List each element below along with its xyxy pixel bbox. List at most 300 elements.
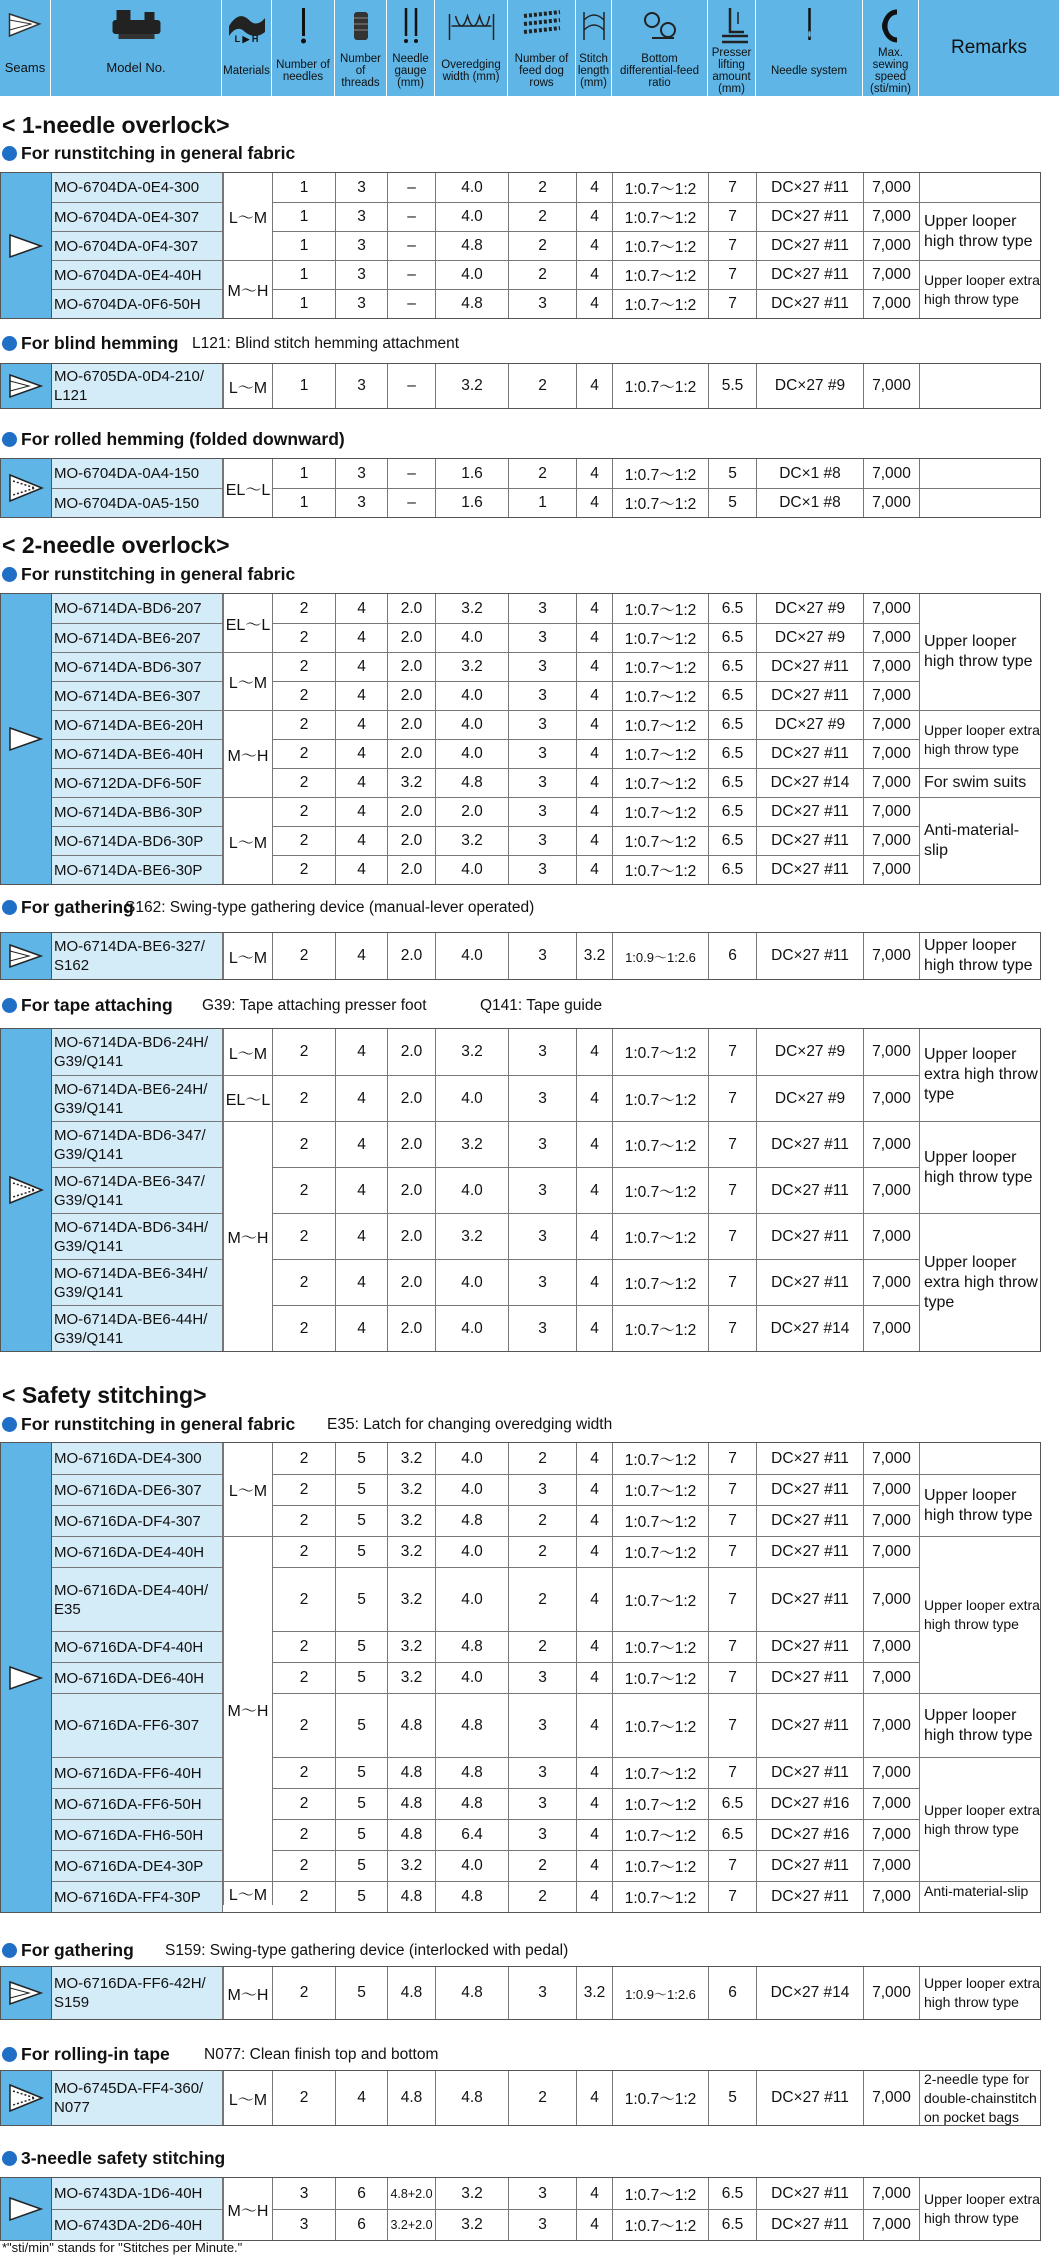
spec-value: 4 <box>577 1506 613 1536</box>
header-presser <box>708 0 756 96</box>
spec-value: 4 <box>577 711 613 739</box>
material-range: L～M <box>223 652 273 710</box>
table-row <box>52 1259 1040 1305</box>
spec-table <box>0 932 1041 980</box>
spec-value: 4 <box>336 1306 388 1351</box>
spec-value: 3.2 <box>436 1214 509 1259</box>
spec-value: 6.5 <box>709 1820 757 1850</box>
spec-value: 3.2 <box>577 1967 613 2019</box>
header-threads <box>335 0 387 96</box>
spec-value: 7,000 <box>864 1443 920 1474</box>
spec-value: 3 <box>509 290 577 318</box>
header-needle-system <box>756 0 863 96</box>
spec-value: 3 <box>509 740 577 768</box>
model-number: MO-6714DA-BD6-207 <box>52 594 223 623</box>
spec-value: 2 <box>273 1506 336 1536</box>
spec-value: DC×27 #11 <box>757 1122 864 1167</box>
spec-value: 7,000 <box>864 1820 920 1850</box>
spec-value: 5 <box>336 1537 388 1567</box>
model-number: MO-6704DA-0E4-40H <box>52 261 223 289</box>
spec-value: 4.8 <box>388 1789 436 1819</box>
spec-value: 2.0 <box>388 711 436 739</box>
header-model <box>51 0 222 96</box>
group-title <box>2 1940 134 1961</box>
table-row <box>52 1474 1040 1505</box>
spec-value: 3 <box>509 1663 577 1693</box>
seam-diagram-icon <box>7 1171 45 1209</box>
spec-value: 5 <box>336 1663 388 1693</box>
group-title <box>2 564 295 585</box>
spec-value: 6.5 <box>709 769 757 797</box>
spec-value: 3 <box>509 1475 577 1505</box>
spec-value: 1:0.7～1:2 <box>613 1260 709 1305</box>
spec-value: 2 <box>509 1851 577 1881</box>
spec-value: 1 <box>273 489 336 517</box>
remark: Upper looper high throw type <box>920 202 1040 260</box>
spec-value: 7,000 <box>864 1882 920 1912</box>
model-number: MO-6714DA-BE6-30P <box>52 856 223 884</box>
table-row <box>52 260 1040 289</box>
seam-diagram-icon <box>7 2079 45 2117</box>
spec-value: 3 <box>509 1168 577 1213</box>
spec-value: 7,000 <box>864 1663 920 1693</box>
spec-value: 5 <box>336 1851 388 1881</box>
spec-value: 2 <box>273 1214 336 1259</box>
spec-value: 2.0 <box>388 1168 436 1213</box>
model-number: MO-6714DA-BE6-347/ G39/Q141 <box>52 1168 223 1213</box>
spec-value: 4.0 <box>436 1568 509 1631</box>
bullet-icon <box>2 146 17 161</box>
group-title-text: For gathering <box>21 1940 134 1960</box>
spec-value: 7,000 <box>864 1758 920 1788</box>
spec-value: 4.8 <box>436 1789 509 1819</box>
spec-value: 1:0.7～1:2 <box>613 261 709 289</box>
spec-value: 4 <box>336 933 388 979</box>
spec-value: 4 <box>577 459 613 488</box>
model-number: MO-6714DA-BE6-24H/ G39/Q141 <box>52 1076 223 1121</box>
spec-value: 4.0 <box>436 1306 509 1351</box>
spec-value: 2 <box>273 711 336 739</box>
spec-value: 4 <box>577 1214 613 1259</box>
table-row <box>52 594 1040 623</box>
model-number: MO-6704DA-0E4-307 <box>52 203 223 231</box>
spec-value: 1:0.7～1:2 <box>613 653 709 681</box>
spec-value: 4.0 <box>436 1663 509 1693</box>
spec-value: 4 <box>577 1851 613 1881</box>
seam-diagram-icon <box>7 2190 45 2228</box>
spec-value: 7,000 <box>864 1537 920 1567</box>
spec-value: 3.2 <box>436 1029 509 1075</box>
spec-value: 1:0.7～1:2 <box>613 1122 709 1167</box>
spec-value: 3 <box>336 203 388 231</box>
material-range: L～M <box>223 364 273 408</box>
spec-value: 7,000 <box>864 1851 920 1881</box>
spec-value: 3 <box>336 232 388 260</box>
spec-value: 2 <box>273 1694 336 1757</box>
spec-value: 7 <box>709 1506 757 1536</box>
spec-value: 7,000 <box>864 1475 920 1505</box>
group-title-text: For tape attaching <box>21 995 173 1015</box>
bullet-icon <box>2 432 17 447</box>
spec-value: 7,000 <box>864 203 920 231</box>
seam-cell <box>1 1443 52 1912</box>
group-title <box>2 897 134 918</box>
spec-value: DC×27 #11 <box>757 1882 864 1912</box>
model-number: MO-6714DA-BD6-307 <box>52 653 223 681</box>
remark <box>920 459 1040 488</box>
table-row <box>52 1505 1040 1536</box>
spec-value: 7,000 <box>864 1632 920 1662</box>
spec-value: 2.0 <box>388 933 436 979</box>
spec-value: 1 <box>273 203 336 231</box>
spec-value: DC×27 #11 <box>757 2178 864 2209</box>
spec-value: 4.0 <box>436 1537 509 1567</box>
spec-value: DC×1 #8 <box>757 459 864 488</box>
remark: Upper looper extra high throw type <box>920 1967 1040 2019</box>
spec-value: – <box>388 459 436 488</box>
table-row <box>52 1850 1040 1881</box>
spec-value: DC×27 #11 <box>757 1443 864 1474</box>
spec-value: 1:0.7～1:2 <box>613 1789 709 1819</box>
group-note: S159: Swing-type gathering device (interlocked with pedal) <box>165 1942 569 1959</box>
spec-value: 3 <box>336 489 388 517</box>
header-label: Model No. <box>106 60 166 75</box>
spec-value: 7,000 <box>864 1506 920 1536</box>
group-note: E35: Latch for changing overedging width <box>327 1416 613 1433</box>
spec-value: 1:0.7～1:2 <box>613 827 709 855</box>
spec-value: 2 <box>273 1306 336 1351</box>
model-number: MO-6716DA-DF4-307 <box>52 1506 223 1536</box>
table-row <box>52 459 1040 488</box>
spec-value: 7 <box>709 1168 757 1213</box>
spec-value: 2 <box>273 1443 336 1474</box>
spec-value: 7,000 <box>864 364 920 408</box>
spec-value: DC×27 #11 <box>757 1475 864 1505</box>
overedge-icon <box>435 6 507 46</box>
spec-value: DC×27 #14 <box>757 769 864 797</box>
table-row <box>52 681 1040 710</box>
spec-value: 2 <box>273 653 336 681</box>
spec-value: 4 <box>577 856 613 884</box>
spec-value: 7,000 <box>864 827 920 855</box>
spec-value: 2 <box>273 594 336 623</box>
spec-value: 4 <box>577 1537 613 1567</box>
spec-value: 1:0.7～1:2 <box>613 173 709 202</box>
seam-diagram-icon <box>7 367 45 405</box>
spec-value: 3 <box>509 682 577 710</box>
spec-value: 4.8 <box>436 1758 509 1788</box>
model-number: MO-6716DA-FF6-42H/ S159 <box>52 1967 223 2019</box>
spec-value: 4 <box>577 1168 613 1213</box>
material-range: L～M <box>223 1029 273 1075</box>
spec-value: 2 <box>509 1537 577 1567</box>
spec-value: 4 <box>577 2071 613 2125</box>
spec-value: 1.6 <box>436 459 509 488</box>
seam-diagram-icon <box>7 1974 45 2012</box>
spec-value: DC×27 #16 <box>757 1820 864 1850</box>
spec-value: 7 <box>709 1029 757 1075</box>
spec-value: 7,000 <box>864 2071 920 2125</box>
spec-value: 1:0.9～1:2.6 <box>613 1967 709 2019</box>
model-number: MO-6714DA-BE6-307 <box>52 682 223 710</box>
spec-value: DC×27 #11 <box>757 1568 864 1631</box>
spec-value: 7,000 <box>864 856 920 884</box>
spec-value: 6.5 <box>709 594 757 623</box>
spec-table <box>0 2177 1041 2241</box>
remark: Upper looper extra high throw type <box>920 710 1040 768</box>
spec-value: 4.8 <box>388 2071 436 2125</box>
material-range: L～M <box>223 2071 273 2125</box>
spec-value: DC×27 #11 <box>757 1663 864 1693</box>
spec-value: 4.0 <box>436 203 509 231</box>
bullet-icon <box>2 1417 17 1432</box>
spec-value: DC×27 #11 <box>757 1168 864 1213</box>
spec-value: 4 <box>577 232 613 260</box>
table-row <box>52 1788 1040 1819</box>
header-remarks <box>919 0 1060 96</box>
spec-value: 7,000 <box>864 1122 920 1167</box>
spec-value: 4 <box>577 203 613 231</box>
spec-value: 4 <box>577 1076 613 1121</box>
remark: Upper looper extra high throw type <box>920 1757 1040 1881</box>
spec-value: 6.5 <box>709 2178 757 2209</box>
spec-value: 4 <box>336 711 388 739</box>
spec-value: 4 <box>336 769 388 797</box>
spec-value: 1:0.7～1:2 <box>613 1537 709 1567</box>
spec-value: 2.0 <box>388 827 436 855</box>
table-row <box>52 231 1040 260</box>
model-number: MO-6714DA-BB6-30P <box>52 798 223 826</box>
remark: Upper looper extra high throw type <box>920 2178 1040 2240</box>
remark: Upper looper extra high throw type <box>920 260 1040 318</box>
table-row <box>52 1819 1040 1850</box>
spec-value: 3 <box>509 1122 577 1167</box>
remark: Anti-material-slip <box>920 797 1040 884</box>
bullet-icon <box>2 900 17 915</box>
spec-value: 4 <box>336 1029 388 1075</box>
spec-value: 3 <box>273 2210 336 2240</box>
remark: Upper looper extra high throw type <box>920 1029 1040 1121</box>
spec-value: 2 <box>273 1758 336 1788</box>
group-title <box>2 333 179 354</box>
model-number: MO-6716DA-FF6-50H <box>52 1789 223 1819</box>
spec-value: 4.0 <box>436 1260 509 1305</box>
spec-value: 2 <box>509 1882 577 1912</box>
thread-icon <box>335 6 386 46</box>
remark: Anti-material-slip <box>920 1881 1040 1901</box>
model-number: MO-6716DA-DE6-307 <box>52 1475 223 1505</box>
spec-value: 7 <box>709 1076 757 1121</box>
spec-value: 4 <box>577 1789 613 1819</box>
spec-table <box>0 593 1041 885</box>
spec-value: 1:0.7～1:2 <box>613 1506 709 1536</box>
spec-value: 7,000 <box>864 769 920 797</box>
spec-value: – <box>388 203 436 231</box>
spec-value: 2 <box>273 1260 336 1305</box>
spec-value: 7,000 <box>864 711 920 739</box>
table-row <box>52 1121 1040 1167</box>
section-title: < 2-needle overlock> <box>2 532 230 558</box>
remark: 2-needle type for double-chainstitch on pocket bags <box>920 2071 1040 2125</box>
spec-value: 7,000 <box>864 1568 920 1631</box>
table-row <box>52 1567 1040 1631</box>
material-range: M～H <box>223 1536 273 1881</box>
header-feed-rows <box>508 0 576 96</box>
group-title-text: For runstitching in general fabric <box>21 1414 296 1434</box>
spec-value: 7,000 <box>864 2178 920 2209</box>
table-row <box>52 488 1040 517</box>
model-number: MO-6716DA-DF4-40H <box>52 1632 223 1662</box>
spec-value: 4.8 <box>436 232 509 260</box>
spec-value: 3 <box>509 1789 577 1819</box>
spec-value: 4.0 <box>436 1851 509 1881</box>
spec-value: 7,000 <box>864 1789 920 1819</box>
section-title: < 1-needle overlock> <box>2 112 230 138</box>
spec-value: 6.5 <box>709 682 757 710</box>
spec-value: 7,000 <box>864 261 920 289</box>
diff-icon <box>612 6 707 46</box>
spec-value: 4 <box>577 1260 613 1305</box>
header-label: Overedging width (mm) <box>441 59 501 83</box>
spec-value: 1.6 <box>436 489 509 517</box>
spec-value: 4.8+2.0 <box>388 2178 436 2209</box>
spec-value: 1:0.7～1:2 <box>613 489 709 517</box>
model-number: MO-6714DA-BE6-327/ S162 <box>52 933 223 979</box>
spec-value: 2.0 <box>388 1306 436 1351</box>
header-gauge <box>387 0 435 96</box>
spec-value: 1:0.7～1:2 <box>613 769 709 797</box>
spec-value: 2.0 <box>388 624 436 652</box>
spec-value: 5 <box>336 1443 388 1474</box>
group-note: G39: Tape attaching presser foot <box>202 997 427 1014</box>
spec-value: 1 <box>273 232 336 260</box>
spec-value: 3 <box>509 711 577 739</box>
spec-value: 7 <box>709 1694 757 1757</box>
table-row <box>52 1631 1040 1662</box>
spec-value: 2.0 <box>436 798 509 826</box>
group-note: L121: Blind stitch hemming attachment <box>192 335 460 352</box>
spec-value: 4 <box>336 2071 388 2125</box>
spec-table <box>0 458 1041 518</box>
spec-value: 7 <box>709 1475 757 1505</box>
spec-value: 4 <box>577 1443 613 1474</box>
spec-value: 2 <box>509 1443 577 1474</box>
header-label: Number of threads <box>340 53 381 89</box>
spec-value: 3 <box>509 827 577 855</box>
spec-value: 4 <box>577 653 613 681</box>
group-title <box>2 995 173 1016</box>
spec-value: 1:0.7～1:2 <box>613 1851 709 1881</box>
spec-value: 4.0 <box>436 1475 509 1505</box>
spec-value: 5.5 <box>709 364 757 408</box>
spec-value: 5 <box>336 1506 388 1536</box>
spec-value: 3.2 <box>388 769 436 797</box>
spec-value: 1:0.7～1:2 <box>613 1758 709 1788</box>
spec-value: 3 <box>509 1076 577 1121</box>
fabric-icon <box>222 6 271 46</box>
spec-value: DC×27 #11 <box>757 798 864 826</box>
material-range: EL～L <box>223 1075 273 1121</box>
spec-value: 4.0 <box>436 624 509 652</box>
model-number: MO-6714DA-BE6-40H <box>52 740 223 768</box>
feeddog-icon <box>508 6 575 46</box>
seam-diagram-icon <box>7 720 45 758</box>
spec-value: 2 <box>509 1568 577 1631</box>
spec-value: 4.0 <box>436 1168 509 1213</box>
spec-value: 3.2 <box>388 1568 436 1631</box>
model-number: MO-6704DA-0F4-307 <box>52 232 223 260</box>
spec-value: 3 <box>509 653 577 681</box>
spec-value: 7 <box>709 1632 757 1662</box>
spec-value: 7 <box>709 1758 757 1788</box>
spec-value: 3.2 <box>388 1663 436 1693</box>
table-row <box>52 855 1040 884</box>
spec-value: 1:0.7～1:2 <box>613 1168 709 1213</box>
spec-value: DC×27 #16 <box>757 1789 864 1819</box>
spec-value: 4 <box>577 1568 613 1631</box>
spec-value: 1:0.7～1:2 <box>613 1443 709 1474</box>
remark <box>920 488 1040 517</box>
spec-value: 2 <box>273 798 336 826</box>
spec-value: DC×27 #11 <box>757 1260 864 1305</box>
spec-value: 4.8 <box>388 1694 436 1757</box>
model-number: MO-6714DA-BD6-24H/ G39/Q141 <box>52 1029 223 1075</box>
group-title <box>2 1414 295 1435</box>
spec-value: 1:0.7～1:2 <box>613 740 709 768</box>
spec-value: 2 <box>273 624 336 652</box>
spec-value: 7 <box>709 203 757 231</box>
spec-value: 3 <box>336 459 388 488</box>
spec-value: 5 <box>336 1820 388 1850</box>
header-needles <box>272 0 335 96</box>
spec-value: 7 <box>709 1851 757 1881</box>
spec-value: 1:0.7～1:2 <box>613 1306 709 1351</box>
spec-value: 1:0.7～1:2 <box>613 1882 709 1912</box>
spec-value: 4.0 <box>436 682 509 710</box>
spec-value: 4 <box>577 1820 613 1850</box>
spec-value: 4 <box>336 856 388 884</box>
spec-value: DC×27 #9 <box>757 1076 864 1121</box>
table-row <box>52 364 1040 408</box>
spec-value: 1:0.9～1:2.6 <box>613 933 709 979</box>
spec-value: 4 <box>336 1122 388 1167</box>
spec-value: 7 <box>709 1537 757 1567</box>
spec-value: 6.5 <box>709 798 757 826</box>
group-note: Q141: Tape guide <box>480 997 603 1014</box>
spec-value: 4.8 <box>436 2071 509 2125</box>
table-row <box>52 739 1040 768</box>
seam-diagram-icon <box>7 1659 45 1697</box>
group-title <box>2 429 345 450</box>
spec-value: DC×27 #11 <box>757 1214 864 1259</box>
spec-value: 4.0 <box>436 1443 509 1474</box>
section-title: < Safety stitching> <box>2 1382 207 1408</box>
spec-value: 1:0.7～1:2 <box>613 2071 709 2125</box>
spec-value: 6.5 <box>709 1789 757 1819</box>
spec-value: 4 <box>577 1122 613 1167</box>
group-title-text: For rolling-in tape <box>21 2044 170 2064</box>
spec-value: 7,000 <box>864 1260 920 1305</box>
spec-value: 2 <box>273 827 336 855</box>
spec-value: 4 <box>336 1260 388 1305</box>
table-row <box>52 289 1040 318</box>
spec-value: 4 <box>577 594 613 623</box>
spec-value: 6.5 <box>709 711 757 739</box>
spec-value: 2 <box>273 1851 336 1881</box>
spec-value: 1 <box>509 489 577 517</box>
spec-table <box>0 1966 1041 2020</box>
material-range: L～M <box>223 1881 273 1905</box>
